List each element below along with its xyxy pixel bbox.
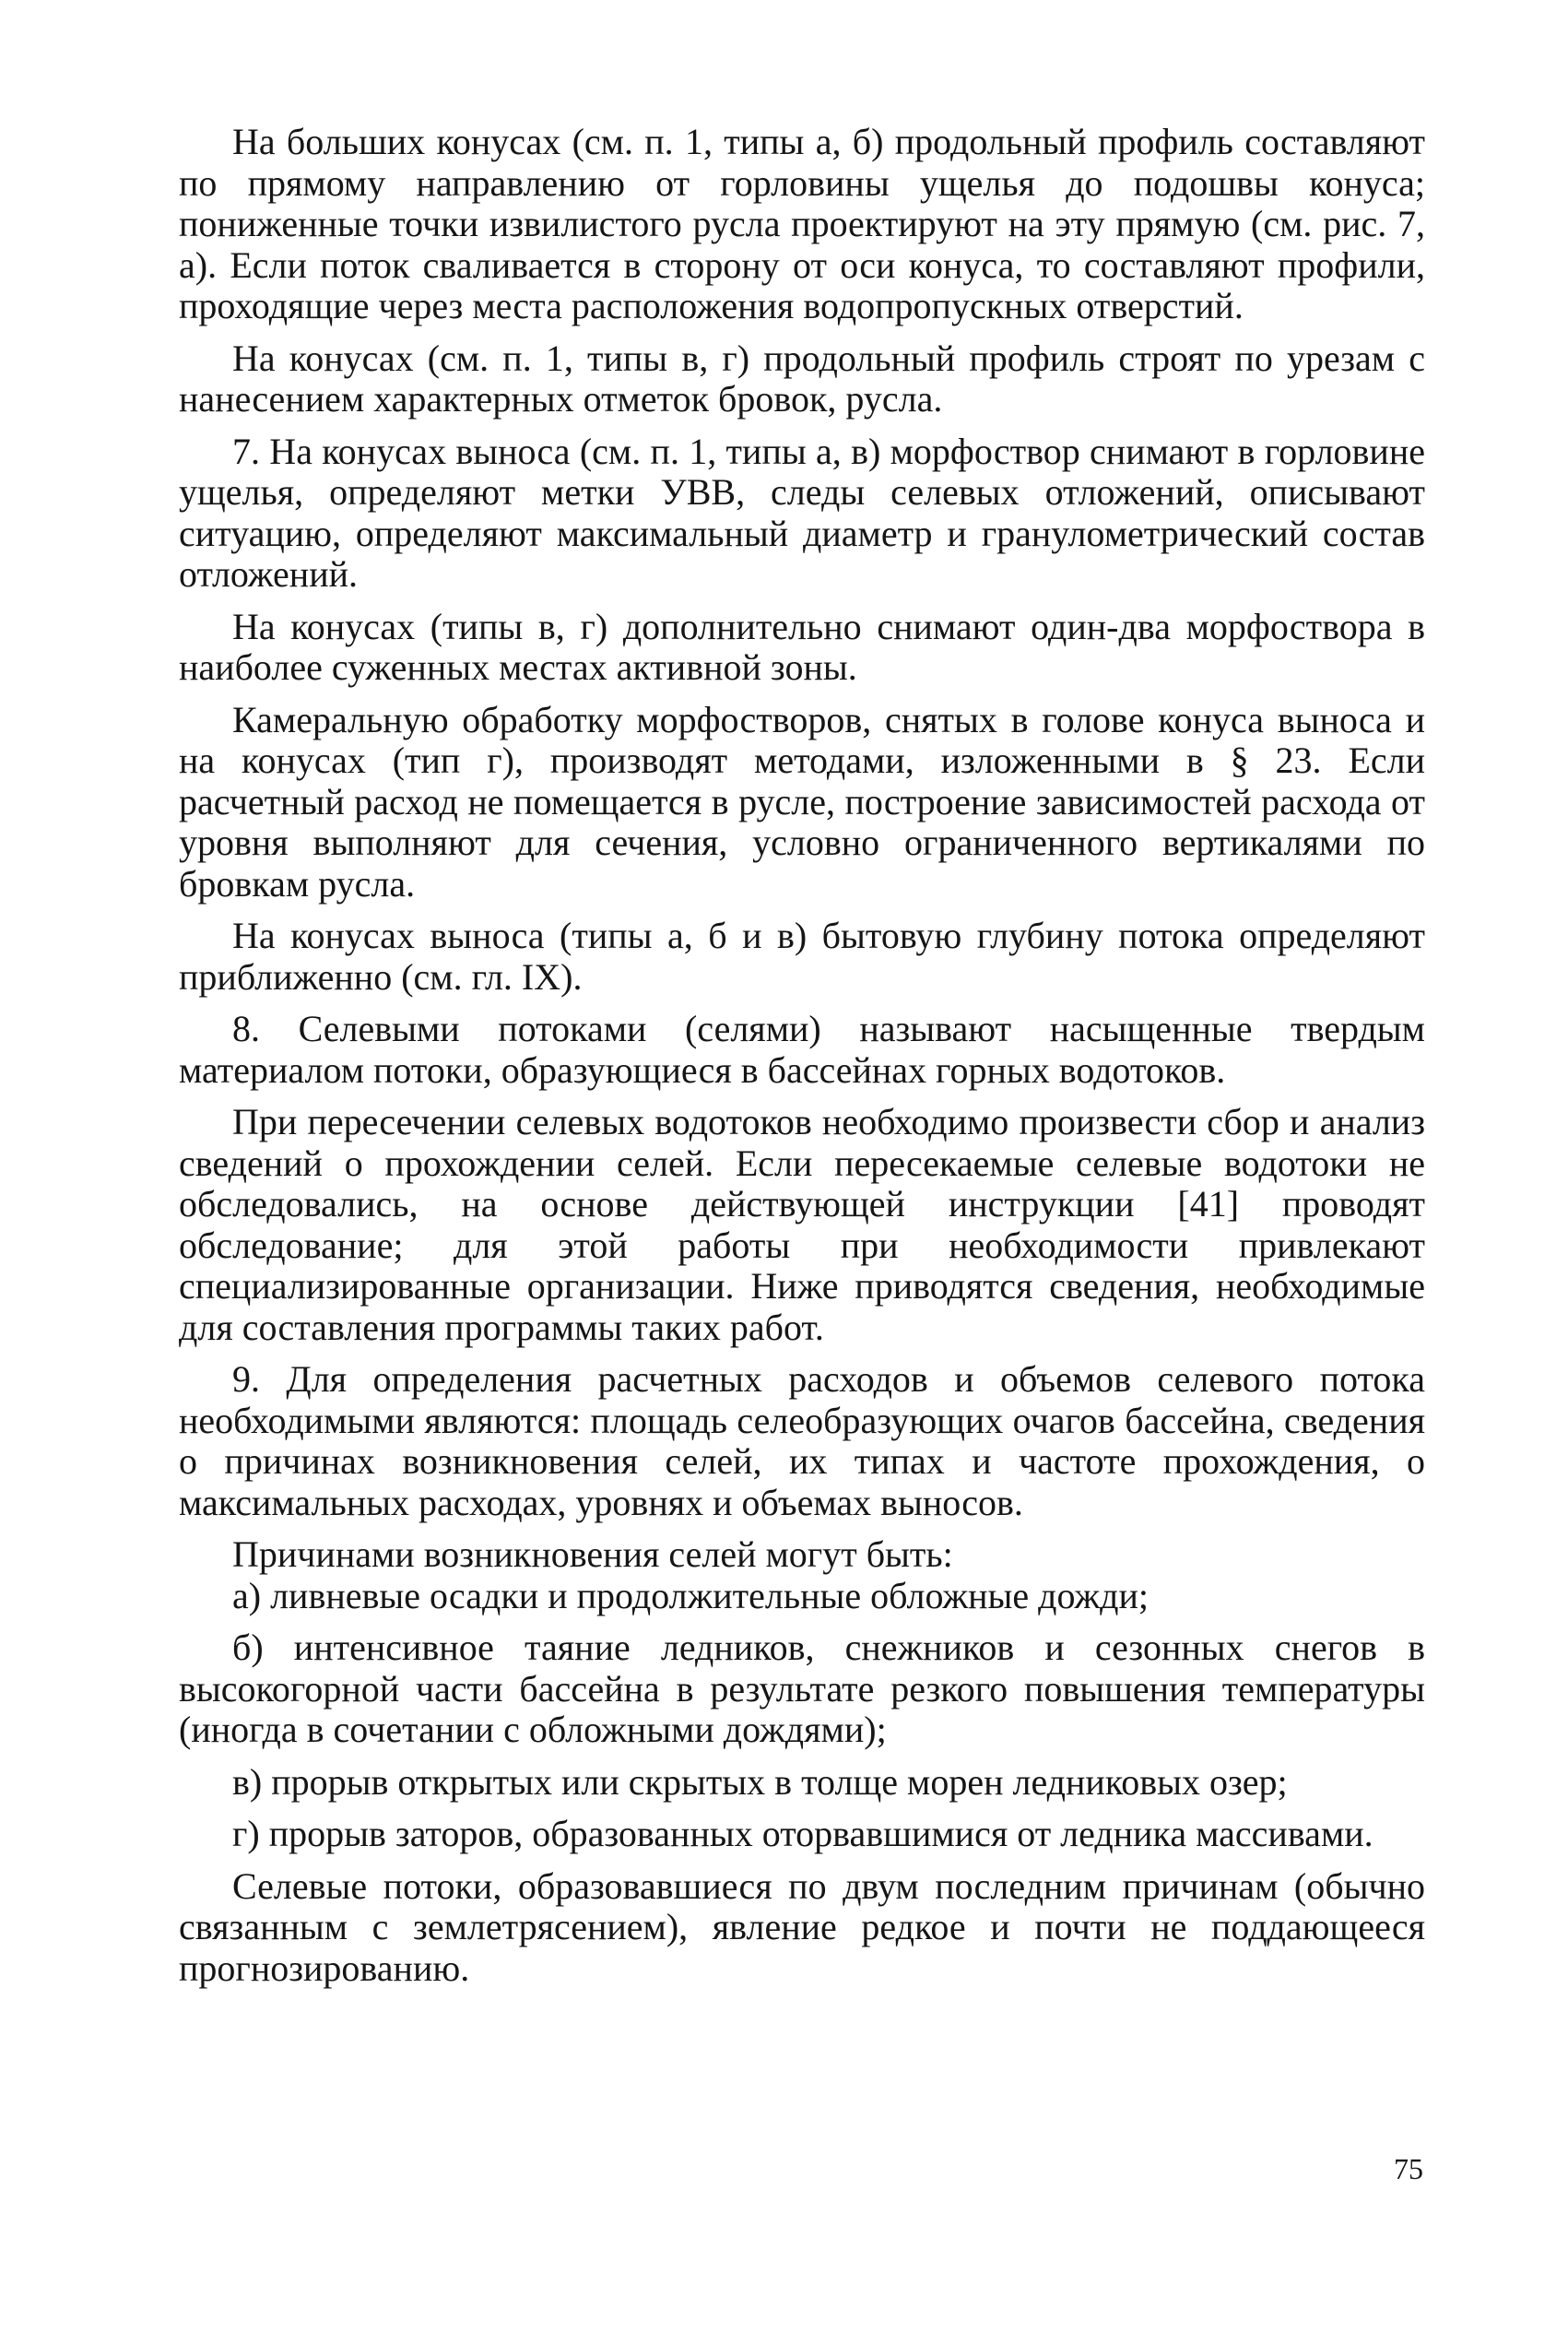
list-item: г) прорыв заторов, образованных оторвавшимися от ледника массивами. [232, 1813, 1373, 1854]
paragraph: На конусах (см. п. 1, типы в, г) продольный профиль строят по урезам с нанесением характерных отметок бровок, русла. [179, 337, 1425, 420]
paragraph: Селевые потоки, образовавшиеся по двум последним причинам (обычно связанным с землетрясением), явление редкое и почти не поддающееся прогнозированию. [179, 1864, 1425, 1989]
list-item: в) прорыв открытых или скрытых в толще морен ледниковых озер; [232, 1760, 1288, 1803]
list-item: б) интенсивное таяние ледников, снежников и сезонных снегов в высокогорной части бассейна в результате резкого повышения температуры (иногда в сочетании с обложными дождями); [179, 1627, 1425, 1750]
paragraph: Камеральную обработку морфостворов, снятых в голове конуса выноса и на конусах (тип г), производят методами, изложенными в § 23. Если расчетный расход не помещается в русле, построение зависимостей расхода от уровня выполняют для сечения, условно ограниченного вертикалями по бровкам русла. [179, 698, 1425, 905]
paragraph: На конусах выноса (типы а, б и в) бытовую глубину потока определяют приближенно (см. гл. IX). [179, 915, 1425, 998]
page-number: 75 [1394, 2152, 1423, 2185]
paragraph: На больших конусах (см. п. 1, типы а, б) продольный профиль составляют по прямому направлению от горловины ущелья до подошвы конуса; пониженные точки извилистого русла проектируют на эту прямую (см. рис. 7, а). Если поток сваливается в сторону от оси конуса, то составляют профили, проходящие через места расположения водопропускных отверстий. [179, 121, 1425, 326]
page-body [179, 122, 1425, 2000]
paragraph: 7. На конусах выноса (см. п. 1, типы а, в) морфоствор снимают в горловине ущелья, определяют метки УВВ, следы селевых отложений, описывают ситуацию, определяют максимальный диаметр и гранулометрический состав отложений. [179, 430, 1425, 595]
list-intro: Причинами возникновения селей могут быть: [232, 1533, 953, 1575]
paragraph: 8. Селевыми потоками (селями) называют насыщенные твердым материалом потоки, образующиеся в бассейнах горных водотоков. [179, 1008, 1425, 1091]
paragraph: При пересечении селевых водотоков необходимо произвести сбор и анализ сведений о прохождении селей. Если пересекаемые селевые водотоки не обследовались, на основе действующей инструкции [41] проводят обследование; для этой работы при необходимости привлекают специализированные организации. Ниже приводятся сведения, необходимые для составления программы таких работ. [179, 1101, 1425, 1348]
list-item: а) ливневые осадки и продолжительные обложные дожди; [232, 1574, 1149, 1616]
paragraph: На конусах (типы в, г) дополнительно снимают один-два морфоствора в наиболее суженных местах активной зоны. [179, 605, 1425, 688]
paragraph: 9. Для определения расчетных расходов и объемов селевого потока необходимыми являются: площадь селеобразующих очагов бассейна, сведения о причинах возникновения селей, их типах и частоте прохождения, о максимальных расходах, уровнях и объемах выносов. [179, 1358, 1425, 1523]
